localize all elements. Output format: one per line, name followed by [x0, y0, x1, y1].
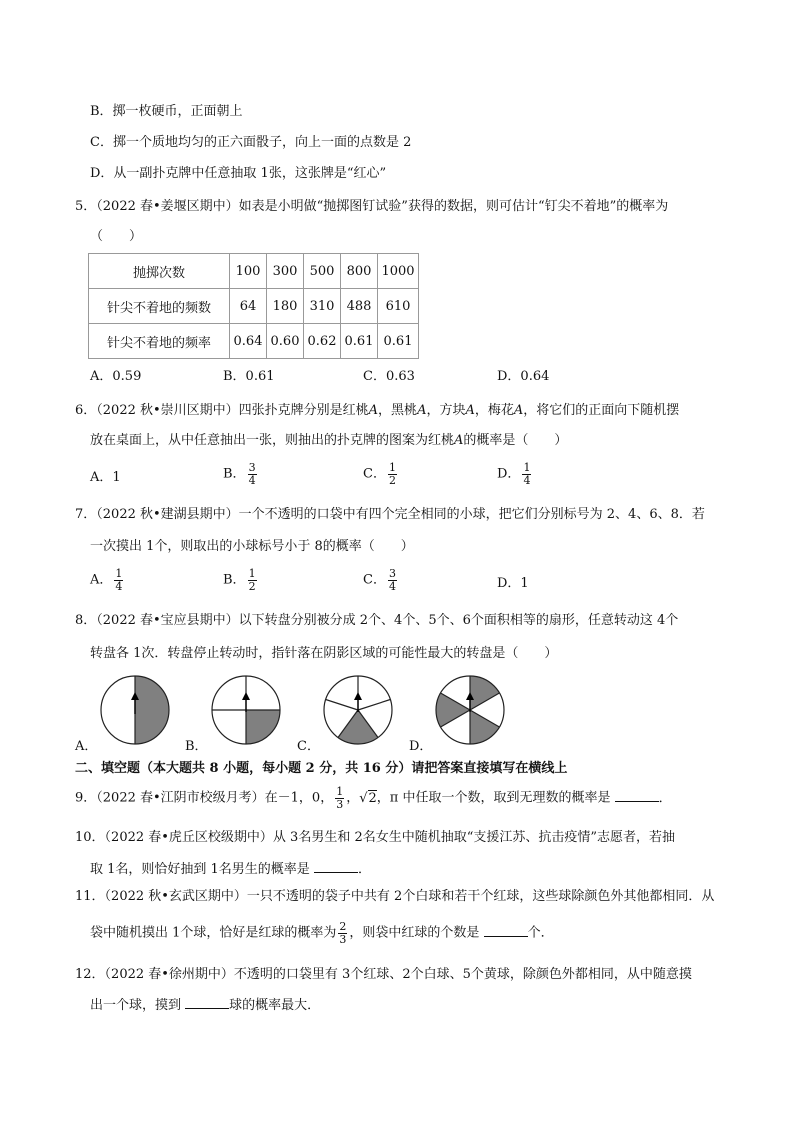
- q6-stem-line2: 放在桌面上，从中任意抽出一张，则抽出的扑克牌的图案为红桃A的概率是（ ）: [90, 433, 568, 448]
- q5-data-table: [88, 253, 419, 359]
- spinner-a: [99, 674, 171, 746]
- q5-stem-line1: 5．（2022 春•姜堰区期中）如表是小明做“抛掷图钉试验”获得的数据，则可估计“钉尖不着地”的概率为: [75, 199, 669, 214]
- table-row: [89, 324, 419, 359]
- table-cell: 针尖不着地的频数: [89, 289, 230, 324]
- q12-stem-line2: 出一个球，摸到 球的概率最大．: [90, 998, 321, 1013]
- table-cell: 800: [341, 254, 378, 289]
- pointer-arrow-icon: [242, 692, 250, 712]
- spinner-d-shaded-sector: [436, 693, 470, 727]
- q6-option-a: A．1: [90, 470, 121, 485]
- answer-blank[interactable]: [484, 924, 528, 937]
- q5-stem-line2: （ ）: [90, 229, 143, 244]
- q6-option-c: C． $\frac{1}{2}$: [363, 461, 396, 487]
- table-cell: 0.64: [230, 324, 267, 359]
- q5-option-c: C．0.63: [363, 369, 415, 384]
- q6-option-d: D． $\frac{1}{4}$: [497, 461, 531, 487]
- q12-stem-line1: 12．（2022 春•徐州期中）不透明的口袋里有 3个红球、2个白球、5个黄球，除颜色外都相同，从中随意摸: [75, 967, 692, 982]
- table-cell: 1000: [378, 254, 419, 289]
- q4-option-b: B．掷一枚硬币，正面朝上: [90, 104, 243, 119]
- answer-blank[interactable]: [615, 789, 659, 802]
- q7-option-d: D．1: [497, 576, 529, 591]
- q4-option-d: D．从一副扑克牌中任意抽取 1张，这张牌是“红心”: [90, 166, 387, 181]
- q8-stem-line2: 转盘各 1次．转盘停止转动时，指针落在阴影区域的可能性最大的转盘是（ ）: [90, 646, 558, 661]
- q4-option-c: C．掷一个质地均匀的正六面骰子，向上一面的点数是 2: [90, 135, 412, 150]
- table-row: [89, 289, 419, 324]
- table-cell: 0.61: [378, 324, 419, 359]
- table-cell: 310: [304, 289, 341, 324]
- answer-blank[interactable]: [314, 860, 358, 873]
- table-cell: 500: [304, 254, 341, 289]
- q7-option-b: B． $\frac{1}{2}$: [223, 567, 256, 593]
- spinner-b: [210, 674, 282, 746]
- spinner-c: [322, 674, 394, 746]
- table-cell: 488: [341, 289, 378, 324]
- spinner-a-shaded-sector: [135, 676, 169, 744]
- q7-option-a: A． $\frac{1}{4}$: [90, 567, 123, 593]
- table-cell: 300: [267, 254, 304, 289]
- q10-stem-line1: 10．（2022 春•虎丘区校级期中）从 3名男生和 2名女生中随机抽取“支援江苏、抗击疫情”志愿者，若抽: [75, 830, 676, 845]
- q7-stem-line2: 一次摸出 1个，则取出的小球标号小于 8的概率（ ）: [90, 539, 414, 554]
- q11-stem-line1: 11．（2022 秋•玄武区期中）一只不透明的袋子中共有 2个白球和若干个红球，这些球除颜色外其他都相同．从: [75, 889, 715, 904]
- table-cell: 0.60: [267, 324, 304, 359]
- q7-stem-line1: 7．（2022 秋•建湖县期中）一个不透明的口袋中有四个完全相同的小球，把它们分别标号为 2、4、6、8．若: [75, 507, 705, 522]
- sqrt-symbol: √2: [359, 790, 377, 806]
- q10-stem-line2: 取 1名，则恰好抽到 1名男生的概率是 ．: [90, 862, 371, 877]
- q5-option-a: A．0.59: [90, 369, 142, 384]
- table-cell: 0.62: [304, 324, 341, 359]
- spinner-d-shaded-sector: [470, 710, 499, 744]
- q5-option-d: D．0.64: [497, 369, 550, 384]
- table-cell: 抛掷次数: [89, 254, 230, 289]
- spinner-d-label: D．: [409, 739, 433, 754]
- q6-stem-line1: 6．（2022 秋•崇川区期中）四张扑克牌分别是红桃A，黑桃A，方块A，梅花A，将它们的正面向下随机摆: [75, 403, 680, 418]
- q9-stem: 9．（2022 春•江阴市校级月考）在－1，0， $\frac{1}{3}$ ，√2，π 中任取一个数，取到无理数的概率是 ．: [75, 785, 672, 811]
- spinner-c-label: C．: [297, 739, 320, 754]
- spinner-d: [434, 674, 506, 746]
- spinner-a-label: A．: [75, 739, 98, 754]
- q6-option-b: B． $\frac{3}{4}$: [223, 461, 256, 487]
- section-heading-fill-in: 二、填空题（本大题共 8 小题，每小题 2 分，共 16 分）请把答案直接填写在横线上: [75, 761, 568, 776]
- spinner-b-label: B．: [185, 739, 208, 754]
- answer-blank[interactable]: [185, 996, 229, 1009]
- q8-stem-line1: 8．（2022 春•宝应县期中）以下转盘分别被分成 2个、4个、5个、6个面积相等的扇形，任意转动这 4个: [75, 613, 679, 628]
- table-cell: 180: [267, 289, 304, 324]
- table-cell: 64: [230, 289, 267, 324]
- table-cell: 0.61: [341, 324, 378, 359]
- spinner-d-shaded-sector: [470, 676, 499, 710]
- q11-stem-line2: 袋中随机摸出 1个球，恰好是红球的概率为 $\frac{2}{3}$ ，则袋中红球的个数是 个．: [90, 920, 554, 946]
- table-cell: 针尖不着地的频率: [89, 324, 230, 359]
- q7-option-c: C． $\frac{3}{4}$: [363, 567, 396, 593]
- table-cell: 610: [378, 289, 419, 324]
- q5-option-b: B．0.61: [223, 369, 275, 384]
- table-cell: 100: [230, 254, 267, 289]
- table-row: [89, 254, 419, 289]
- spinner-c-shaded-sector: [338, 710, 378, 744]
